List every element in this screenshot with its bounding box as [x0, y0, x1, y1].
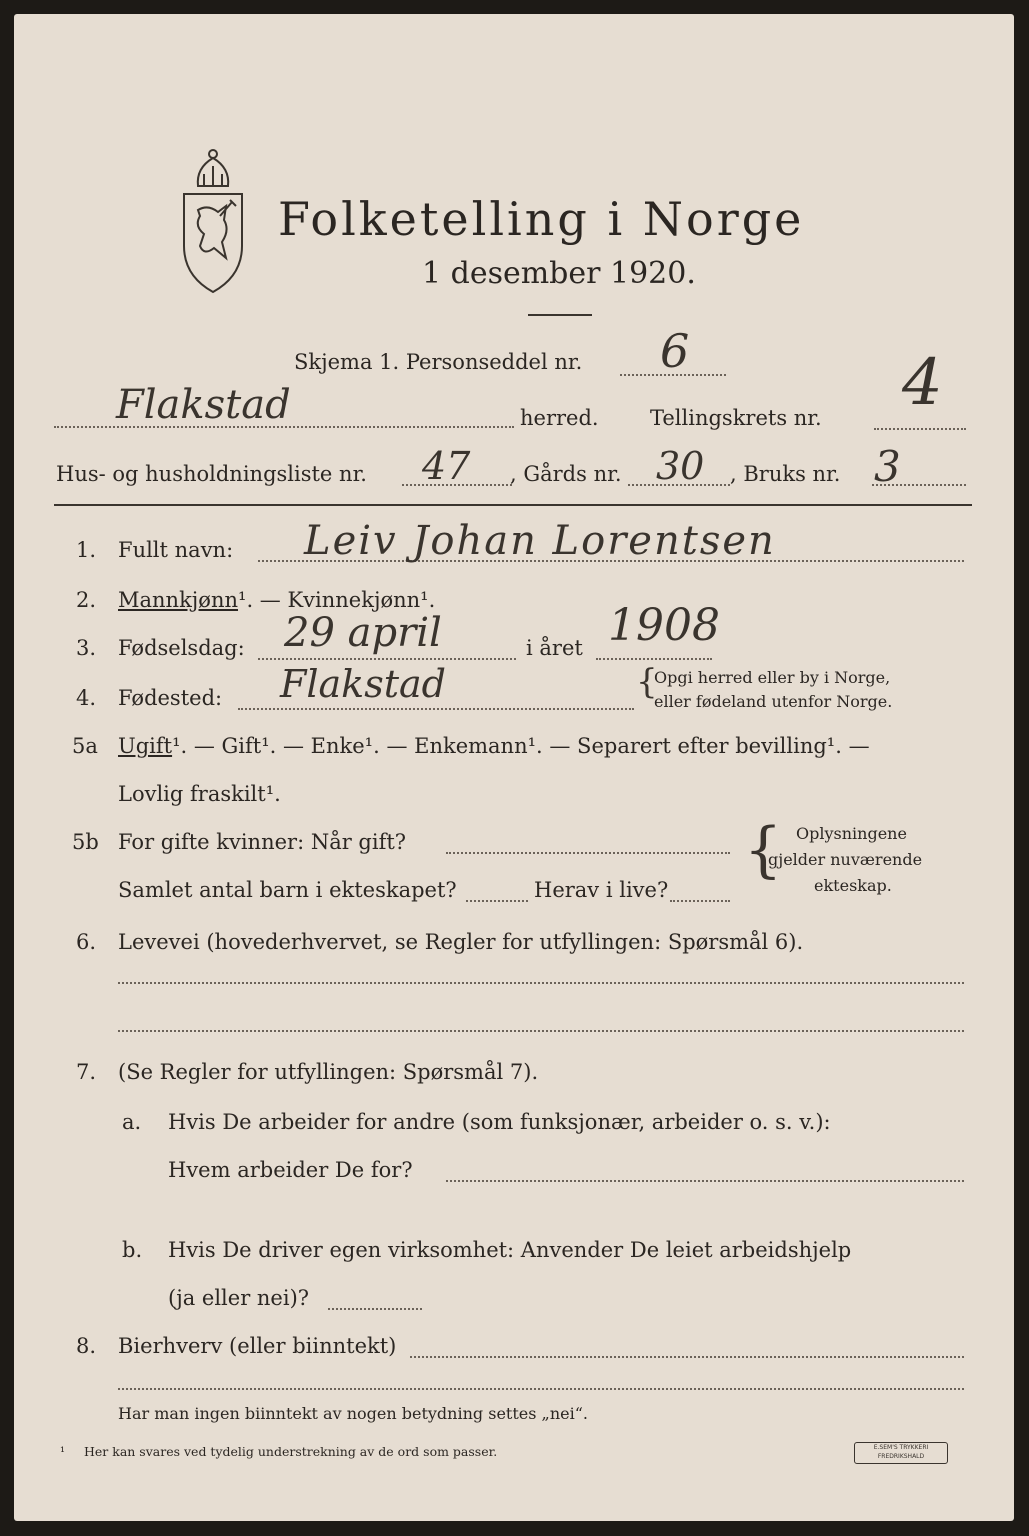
person-no-value: 6	[660, 324, 690, 378]
marriage-note-1: Oplysningene	[796, 824, 907, 843]
occupation-line-1	[118, 982, 964, 984]
schema-label: Skjema 1. Personseddel nr.	[294, 350, 583, 374]
birthyear-value: 1908	[608, 600, 720, 651]
sex-options	[118, 588, 435, 612]
employer-line	[446, 1180, 964, 1182]
occupation-label: Levevei (hovederhvervet, se Regler for utfyllingen: Spørsmål 6).	[118, 930, 804, 954]
children-alive-line	[670, 900, 730, 902]
married-date-line	[446, 852, 730, 854]
business-question: Hvis De driver egen virksomhet: Anvender De leiet arbeidshjelp	[168, 1238, 852, 1262]
gards-label: , Gårds nr.	[510, 462, 622, 486]
birthplace-note-2: eller fødeland utenfor Norge.	[654, 692, 893, 711]
q7-label: (Se Regler for utfyllingen: Spørsmål 7).	[118, 1060, 539, 1084]
gards-no-value: 30	[656, 444, 705, 488]
census-form-sheet	[14, 14, 1014, 1521]
q4-number: 4.	[76, 686, 97, 710]
birthdate-value: 29 april	[284, 610, 442, 656]
birthdate-label: Fødselsdag:	[118, 636, 245, 660]
birthplace-note-brace: {	[636, 662, 658, 702]
krets-line	[874, 428, 966, 430]
birthplace-label: Fødested:	[118, 686, 223, 710]
house-list-label: Hus- og husholdningsliste nr.	[56, 462, 367, 486]
bruks-no-value: 3	[874, 442, 901, 491]
children-total-line	[466, 900, 528, 902]
sex-male-option: Mannkjønn	[118, 588, 239, 612]
herred-value: Flakstad	[116, 382, 291, 428]
employer-label: Hvem arbeider De for?	[168, 1158, 413, 1182]
form-title: Folketelling i Norge	[278, 192, 805, 246]
footnote-text: Her kan svares ved tydelig understrekning av de ord som passer.	[84, 1444, 498, 1459]
q5b-number: 5b	[72, 830, 99, 854]
occupation-line-2	[118, 1030, 964, 1032]
side-income-note: Har man ingen biinntekt av nogen betydning settes „nei“.	[118, 1404, 588, 1423]
birthplace-value: Flakstad	[280, 662, 446, 706]
herred-label: herred.	[520, 406, 599, 430]
header-rule	[54, 504, 972, 506]
house-no-value: 47	[422, 444, 471, 488]
hired-help-label: (ja eller nei)?	[168, 1286, 310, 1310]
full-name-value: Leiv Johan Lorentsen	[304, 518, 776, 564]
coat-of-arms-icon	[174, 146, 252, 296]
marriage-note-3: ekteskap.	[814, 876, 892, 895]
q6-number: 6.	[76, 930, 97, 954]
marital-other-options: ¹. — Gift¹. — Enke¹. — Enkemann¹. — Separert efter bevilling¹. —	[172, 734, 870, 758]
marriage-note-brace: {	[744, 815, 783, 885]
married-date-label: For gifte kvinner: Når gift?	[118, 830, 407, 854]
birthyear-label: i året	[526, 636, 583, 660]
sex-female-option: Kvinnekjønn	[287, 588, 421, 612]
census-date: 1 desember 1920.	[422, 256, 696, 291]
sex-end: .	[428, 588, 436, 612]
birthplace-line	[238, 708, 634, 710]
marital-divorced-option: Lovlig fraskilt¹.	[118, 782, 281, 806]
children-total-label: Samlet antal barn i ekteskapet?	[118, 878, 457, 902]
marital-ugift-option: Ugift	[118, 734, 173, 758]
krets-label: Tellingskrets nr.	[650, 406, 822, 430]
employer-question: Hvis De arbeider for andre (som funksjonær, arbeider o. s. v.):	[168, 1110, 831, 1134]
hired-help-line	[328, 1308, 422, 1310]
footnote-mark: ¹	[60, 1444, 66, 1459]
q2-number: 2.	[76, 588, 97, 612]
q1-label: Fullt navn:	[118, 538, 234, 562]
q7a-letter: a.	[122, 1110, 142, 1134]
krets-value: 4	[902, 346, 943, 420]
sex-male-sup: ¹	[238, 588, 247, 612]
marriage-note-2: gjelder nuværende	[768, 850, 923, 869]
printer-stamp: E.SEM'S TRYKKERI FREDRIKSHALD	[854, 1442, 948, 1464]
side-income-line-2	[118, 1388, 964, 1390]
q3-number: 3.	[76, 636, 97, 660]
sex-female-sup: ¹	[420, 588, 429, 612]
sex-separator: . —	[246, 588, 288, 612]
title-divider	[528, 314, 592, 316]
q7-number: 7.	[76, 1060, 97, 1084]
birthplace-note-1: Opgi herred eller by i Norge,	[654, 668, 891, 687]
side-income-label: Bierhverv (eller biinntekt)	[118, 1334, 397, 1358]
q5a-number: 5a	[72, 734, 98, 758]
birthyear-line	[596, 658, 712, 660]
birthdate-line	[258, 658, 516, 660]
q7b-letter: b.	[122, 1238, 143, 1262]
marital-status-options	[118, 734, 870, 758]
side-income-line-1	[410, 1356, 964, 1358]
q1-number: 1.	[76, 538, 97, 562]
children-alive-label: Herav i live?	[534, 878, 669, 902]
bruks-label: , Bruks nr.	[730, 462, 841, 486]
q8-number: 8.	[76, 1334, 97, 1358]
